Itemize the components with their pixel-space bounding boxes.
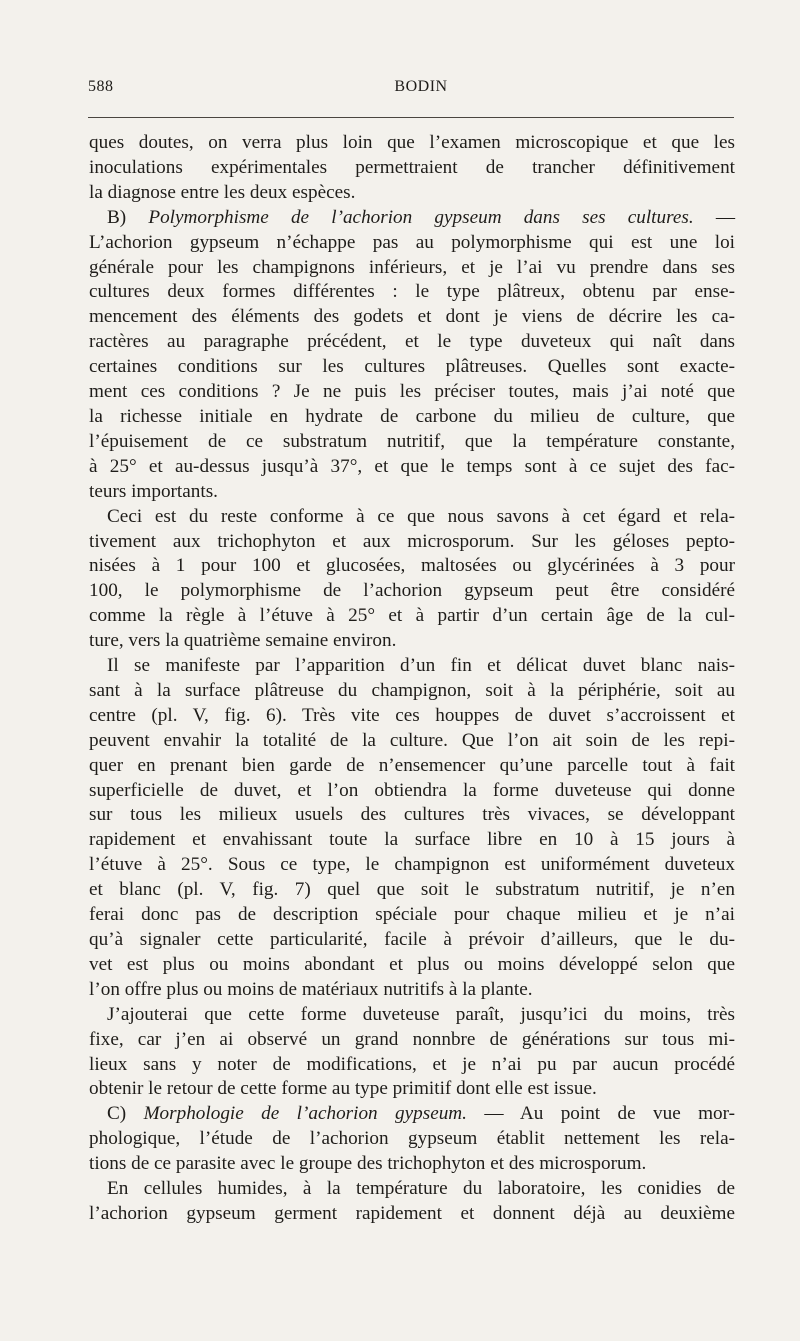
text-line: l’épuisement de ce substratum nutritif, que la température constante,	[89, 430, 735, 452]
text-line: phologique, l’étude de l’achorion gypseum établit nettement les rela-	[89, 1128, 735, 1150]
section-heading: Morphologie de l’achorion gypseum.	[143, 1103, 467, 1125]
text-line: Il se manifeste par l’apparition d’un fin et délicat duvet blanc nais-	[107, 655, 735, 677]
text-line: ferai donc pas de description spéciale pour chaque milieu et je n’ai	[89, 904, 735, 926]
text-line: lieux sans y noter de modifications, et je n’ai pu par aucun procédé	[89, 1053, 735, 1075]
text-line: cultures deux formes différentes : le type plâtreux, obtenu par ense-	[89, 281, 735, 303]
running-header	[86, 78, 734, 100]
text-line: mencement des éléments des godets et dont je viens de décrire les ca-	[89, 306, 735, 328]
text-line: tivement aux trichophyton et aux microsporum. Sur les géloses pepto-	[89, 530, 735, 552]
text-line: ques doutes, on verra plus loin que l’examen microscopique et que les	[89, 132, 735, 153]
text-line: l’achorion gypseum germent rapidement et donnent déjà au deuxième	[89, 1202, 735, 1224]
text-line: J’ajouterai que cette forme duveteuse paraît, jusqu’ici du moins, très	[107, 1003, 735, 1025]
text-line: sant à la surface plâtreuse du champignon, soit à la périphérie, soit au	[89, 679, 735, 701]
header-rule	[88, 117, 734, 118]
text-line	[89, 1102, 735, 1127]
section-label: B)	[107, 206, 149, 228]
text-line: rapidement et envahissant toute la surface libre en 10 à 15 jours à	[89, 829, 735, 851]
text-line: l’étuve à 25°. Sous ce type, le champignon est uniformément duveteux	[89, 854, 735, 876]
text-line: inoculations expérimentales permettraient de trancher définitivement	[89, 156, 735, 178]
section-heading-tail: — Au point de vue mor-	[466, 1103, 736, 1125]
section-label: C)	[107, 1103, 144, 1125]
text-line: certaines conditions sur les cultures plâtreuses. Quelles sont exacte-	[89, 356, 735, 378]
text-line: teurs importants.	[89, 480, 218, 502]
text-line: fixe, car j’en ai observé un grand nonnbre de générations sur tous mi-	[89, 1028, 735, 1050]
text-line: nisées à 1 pour 100 et glucosées, maltosées ou glycérinées à 3 pour	[89, 555, 735, 577]
text-line: L’achorion gypseum n’échappe pas au polymorphisme qui est une loi	[89, 231, 735, 253]
text-line: et blanc (pl. V, fig. 7) quel que soit le substratum nutritif, je n’en	[89, 879, 735, 901]
section-heading: Polymorphisme de l’achorion gypseum dans ses cultures.	[148, 206, 694, 228]
body-text	[89, 131, 735, 1227]
text-line: vet est plus ou moins abondant et plus ou moins développé selon que	[89, 953, 735, 975]
text-line: 100, le polymorphisme de l’achorion gypseum peut être considéré	[89, 580, 735, 602]
text-line: Ceci est du reste conforme à ce que nous savons à cet égard et rela-	[107, 505, 735, 527]
text-line: l’on offre plus ou moins de matériaux nutritifs à la plante.	[89, 978, 533, 1000]
text-line: ractères au paragraphe précédent, et le type duveteux qui naît dans	[89, 331, 735, 353]
text-line: obtenir le retour de cette forme au type primitif dont elle est issue.	[89, 1078, 597, 1100]
text-line: tions de ce parasite avec le groupe des trichophyton et des microsporum.	[89, 1153, 647, 1175]
text-line: peuvent envahir la totalité de la culture. Que l’on ait soin de les repi-	[89, 729, 735, 751]
text-line: En cellules humides, à la température du laboratoire, les conidies de	[107, 1178, 735, 1200]
text-line: centre (pl. V, fig. 6). Très vite ces houppes de duvet s’accroissent et	[89, 704, 735, 726]
text-line: la diagnose entre les deux espèces.	[89, 181, 356, 203]
text-line	[89, 206, 735, 231]
page-number: 588	[88, 78, 114, 95]
text-line: la richesse initiale en hydrate de carbone du milieu de culture, que	[89, 405, 735, 427]
text-line: comme la règle à l’étuve à 25° et à partir d’un certain âge de la cul-	[89, 605, 735, 627]
text-line: générale pour les champignons inférieurs, et je l’ai vu prendre dans ses	[89, 256, 735, 278]
text-line: ture, vers la quatrième semaine environ.	[89, 630, 397, 652]
text-line: sur tous les milieux usuels des cultures très vivaces, se développant	[89, 804, 735, 826]
text-line: superficielle de duvet, et l’on obtiendra la forme duveteuse qui donne	[89, 779, 735, 801]
text-line: qu’à signaler cette particularité, facile à prévoir d’ailleurs, que le du-	[89, 929, 735, 950]
text-line: ment ces conditions ? Je ne puis les préciser toutes, mais j’ai noté que	[89, 381, 735, 403]
running-title: BODIN	[394, 78, 448, 95]
text-line: à 25° et au-dessus jusqu’à 37°, et que le temps sont à ce sujet des fac-	[89, 455, 735, 477]
text-line: quer en prenant bien garde de n’ensemencer qu’une parcelle tout à fait	[89, 754, 735, 776]
section-heading-tail: —	[693, 206, 736, 228]
